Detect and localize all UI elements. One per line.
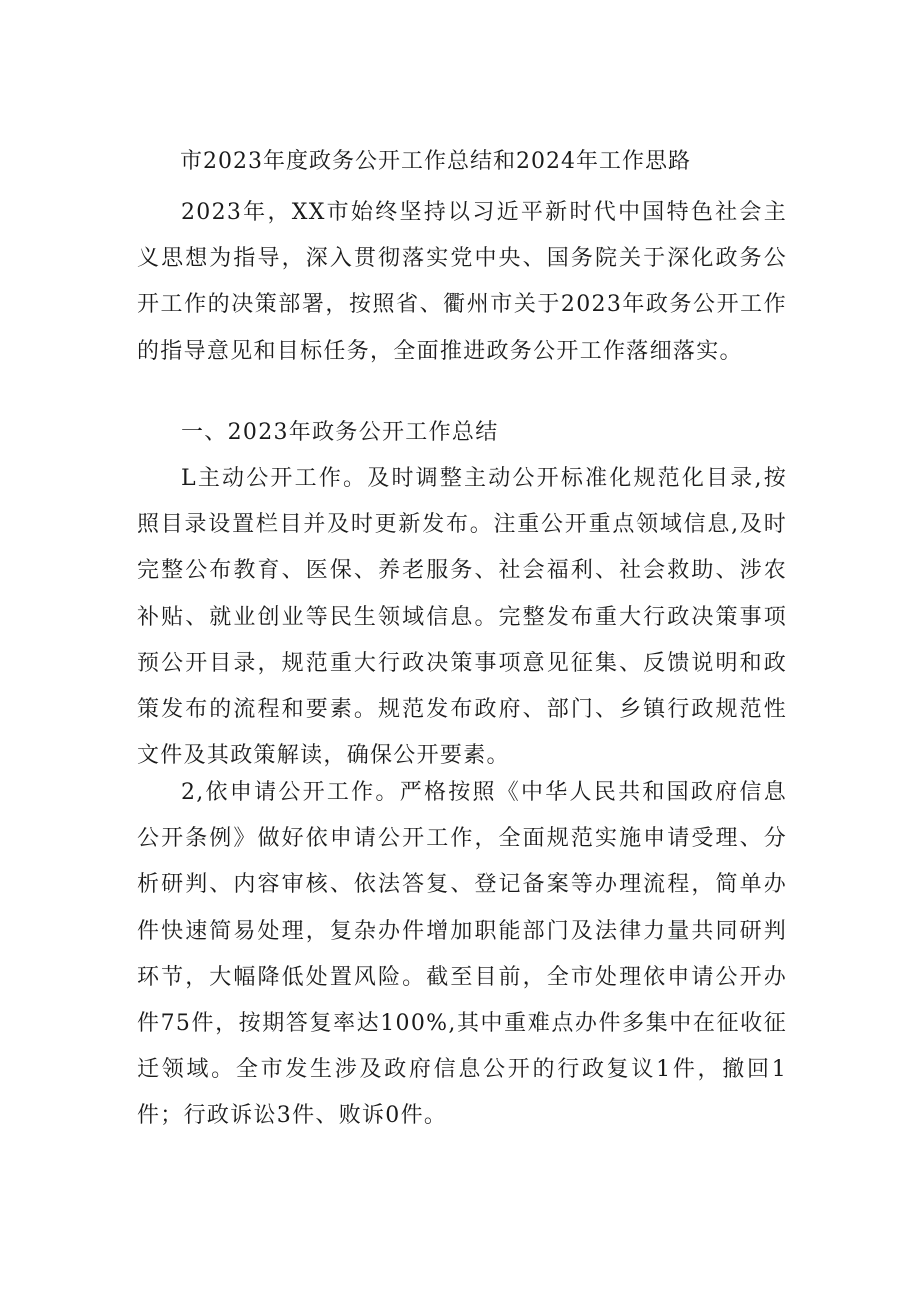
section-heading: 一、2023年政务公开工作总结 (181, 420, 499, 445)
intro-paragraph: 2023年，XX市始终坚持以习近平新时代中国特色社会主义思想为指导，深入贯彻落实党中央、国务院关于深化政务公开工作的决策部署，按照省、衢州市关于2023年政务公开工作的指导意见和目标任务，全面推进政务公开工作落细落实。 (137, 200, 787, 364)
item-1-paragraph: L主动公开工作。及时调整主动公开标准化规范化目录,按照目录设置栏目并及时更新发布。注重公开重点领域信息,及时完整公布教育、医保、养老服务、社会福利、社会救助、涉农补贴、就业创业等民生领域信息。完整发布重大行政决策事项预公开目录，规范重大行政决策事项意见征集、反馈说明和政策发布的流程和要素。规范发布政府、部门、乡镇行政规范性文件及其政策解读，确保公开要素。 (137, 466, 787, 769)
document-title: 市2023年度政务公开工作总结和2024年工作思路 (180, 149, 691, 174)
item-2-paragraph: 2,依申请公开工作。严格按照《中华人民共和国政府信息公开条例》做好依申请公开工作，全面规范实施申请受理、分析研判、内容审核、依法答复、登记备案等办理流程，简单办件快速简易处理，复杂办件增加职能部门及法律力量共同研判环节，大幅降低处置风险。截至目前，全市处理依申请公开办件75件，按期答复率达100%,其中重难点办件多集中在征收征迁领域。全市发生涉及政府信息公开的行政复议1件，撤回1件；行政诉讼3件、败诉0件。 (137, 780, 787, 1129)
